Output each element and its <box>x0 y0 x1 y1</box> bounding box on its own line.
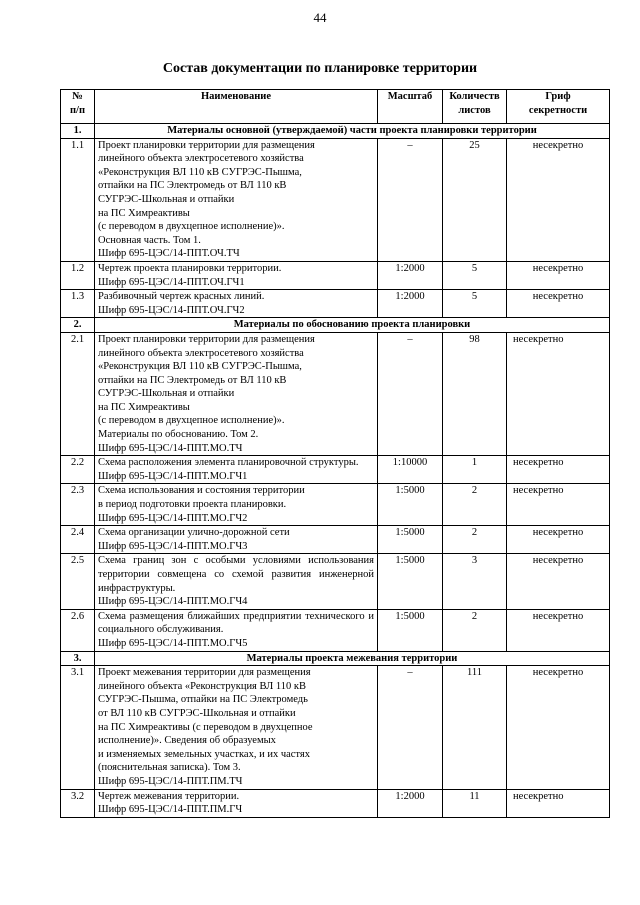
item-number: 3.1 <box>61 666 95 789</box>
table-row <box>61 609 610 651</box>
item-number: 2.4 <box>61 526 95 554</box>
column-header-name: Наименование <box>95 90 378 124</box>
table-row <box>61 332 610 455</box>
item-secrecy: несекретно <box>507 456 610 484</box>
document-title: Состав документации по планировке территории <box>162 61 478 76</box>
item-scale: 1:5000 <box>378 609 443 651</box>
item-scale: – <box>378 332 443 455</box>
documentation-table <box>60 89 610 818</box>
item-scale: – <box>378 138 443 261</box>
item-scale: 1:10000 <box>378 456 443 484</box>
section-row <box>61 651 610 666</box>
item-number: 1.3 <box>61 290 95 318</box>
item-secrecy: несекретно <box>507 666 610 789</box>
item-sheet-count: 111 <box>443 666 507 789</box>
item-name: Проект межевания территории для размещения линейного объекта «Реконструкция ВЛ 110 кВ СУГРЭС-Пышма, отпайки на ПС Электромедь от ВЛ 110 кВ СУГРЭС-Школьная и отпайки на ПС Химреактивы (с переводом в двухцепное исполнение)». Сведения об образуемых и изменяемых земельных участках, и их частях (пояснительная записка). Том 3. Шифр 695-ЦЭС/14-ППТ.ПМ.ТЧ <box>95 666 378 789</box>
item-sheet-count: 5 <box>443 261 507 289</box>
column-header-num: № п/п <box>61 90 95 124</box>
item-sheet-count: 98 <box>443 332 507 455</box>
item-number: 2.2 <box>61 456 95 484</box>
section-title: Материалы основной (утверждаемой) части проекта планировки территории <box>95 124 610 139</box>
item-sheet-count: 11 <box>443 789 507 817</box>
table-row <box>61 789 610 817</box>
item-name: Проект планировки территории для размещения линейного объекта электросетевого хозяйства «Реконструкция ВЛ 110 кВ СУГРЭС-Пышма, отпайки на ПС Электромедь от ВЛ 110 кВ СУГРЭС-Школьная и отпайки на ПС Химреактивы (с переводом в двухцепное исполнение)». Материалы по обоснованию. Том 2. Шифр 695-ЦЭС/14-ППТ.МО.ТЧ <box>95 332 378 455</box>
item-scale: 1:2000 <box>378 789 443 817</box>
item-name: Разбивочный чертеж красных линий. Шифр 695-ЦЭС/14-ППТ.ОЧ.ГЧ2 <box>95 290 378 318</box>
section-number: 1. <box>61 124 95 139</box>
item-number: 2.3 <box>61 484 95 526</box>
item-secrecy: несекретно <box>507 290 610 318</box>
section-row <box>61 318 610 333</box>
item-name: Схема расположения элемента планировочной структуры. Шифр 695-ЦЭС/14-ППТ.МО.ГЧ1 <box>95 456 378 484</box>
page-number: 44 <box>313 10 327 25</box>
table-header-row <box>61 90 610 124</box>
item-secrecy: несекретно <box>507 554 610 609</box>
item-sheet-count: 3 <box>443 554 507 609</box>
item-secrecy: несекретно <box>507 789 610 817</box>
item-number: 3.2 <box>61 789 95 817</box>
item-name: Схема границ зон с особыми условиями использования территории совмещена со схемой развития инженерной инфраструктуры. Шифр 695-ЦЭС/14-ППТ.МО.ГЧ4 <box>95 554 378 609</box>
item-secrecy: несекретно <box>507 526 610 554</box>
item-number: 1.1 <box>61 138 95 261</box>
table-row <box>61 554 610 609</box>
item-number: 2.1 <box>61 332 95 455</box>
table-row <box>61 138 610 261</box>
item-secrecy: несекретно <box>507 261 610 289</box>
item-scale: 1:5000 <box>378 526 443 554</box>
section-title: Материалы по обоснованию проекта планировки <box>95 318 610 333</box>
item-name: Чертеж проекта планировки территории. Шифр 695-ЦЭС/14-ППТ.ОЧ.ГЧ1 <box>95 261 378 289</box>
column-header-secrecy: Гриф секретности <box>507 90 610 124</box>
item-scale: 1:2000 <box>378 290 443 318</box>
item-name: Чертеж межевания территории. Шифр 695-ЦЭС/14-ППТ.ПМ.ГЧ <box>95 789 378 817</box>
item-name: Схема использования и состояния территории в период подготовки проекта планировки. Шифр 695-ЦЭС/14-ППТ.МО.ГЧ2 <box>95 484 378 526</box>
item-sheet-count: 1 <box>443 456 507 484</box>
table-row <box>61 261 610 289</box>
table-row <box>61 526 610 554</box>
item-sheet-count: 25 <box>443 138 507 261</box>
table-row <box>61 290 610 318</box>
item-scale: 1:2000 <box>378 261 443 289</box>
item-secrecy: несекретно <box>507 484 610 526</box>
section-title: Материалы проекта межевания территории <box>95 651 610 666</box>
item-name: Схема размещения ближайших предприятии технического и социального обслуживания. Шифр 695-ЦЭС/14-ППТ.МО.ГЧ5 <box>95 609 378 651</box>
item-secrecy: несекретно <box>507 138 610 261</box>
item-sheet-count: 2 <box>443 609 507 651</box>
item-secrecy: несекретно <box>507 609 610 651</box>
item-scale: – <box>378 666 443 789</box>
section-number: 2. <box>61 318 95 333</box>
item-scale: 1:5000 <box>378 554 443 609</box>
item-number: 1.2 <box>61 261 95 289</box>
table-row <box>61 666 610 789</box>
item-number: 2.6 <box>61 609 95 651</box>
item-sheet-count: 5 <box>443 290 507 318</box>
table-row <box>61 484 610 526</box>
item-number: 2.5 <box>61 554 95 609</box>
column-header-sheets: Количеств листов <box>443 90 507 124</box>
table-row <box>61 456 610 484</box>
section-row <box>61 124 610 139</box>
item-name: Проект планировки территории для размещения линейного объекта электросетевого хозяйства «Реконструкция ВЛ 110 кВ СУГРЭС-Пышма, отпайки на ПС Электромедь от ВЛ 110 кВ СУГРЭС-Школьная и отпайки на ПС Химреактивы (с переводом в двухцепное исполнение)». Основная часть. Том 1. Шифр 695-ЦЭС/14-ППТ.ОЧ.ТЧ <box>95 138 378 261</box>
item-secrecy: несекретно <box>507 332 610 455</box>
item-name: Схема организации улично-дорожной сети Шифр 695-ЦЭС/14-ППТ.МО.ГЧ3 <box>95 526 378 554</box>
column-header-scale: Масштаб <box>378 90 443 124</box>
item-sheet-count: 2 <box>443 526 507 554</box>
section-number: 3. <box>61 651 95 666</box>
table-body <box>61 124 610 818</box>
item-scale: 1:5000 <box>378 484 443 526</box>
item-sheet-count: 2 <box>443 484 507 526</box>
